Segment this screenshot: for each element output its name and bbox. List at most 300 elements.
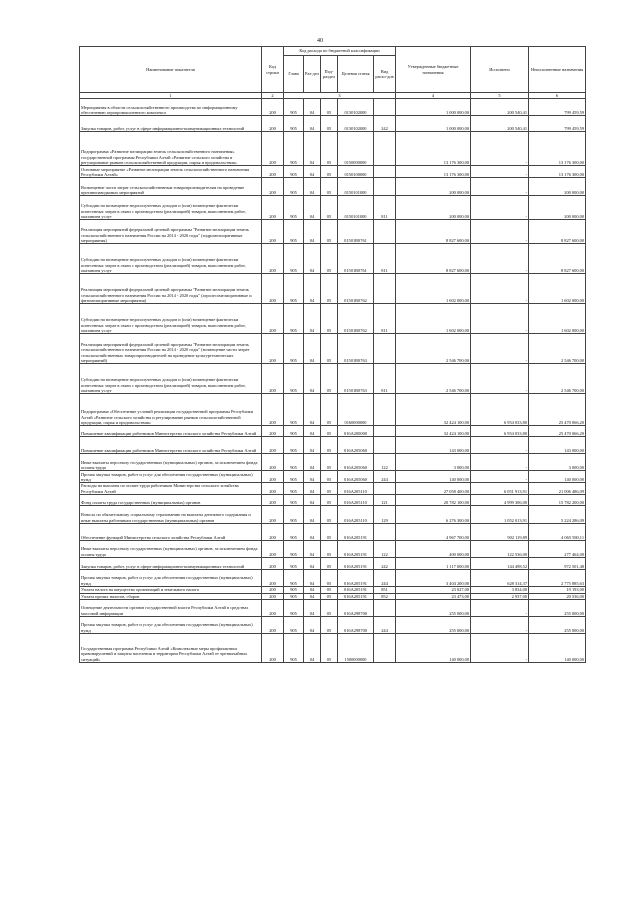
index-cell: 6	[529, 93, 586, 99]
row-unexecuted: 20 536,00	[529, 593, 586, 599]
row-chapter: 905	[284, 593, 304, 599]
row-subsection: 05	[321, 483, 338, 495]
row-approved: 3 000,00	[396, 454, 471, 471]
row-target: 016A205110	[338, 506, 374, 524]
row-name: Мероприятия в области сельскохозяйственного производства по информационному обеспечению агропромышленного комплекса	[80, 99, 262, 116]
row-unexecuted: 799 459,59	[529, 116, 586, 132]
row-unexecuted: 2 775 885,63	[529, 570, 586, 587]
row-executed: -	[471, 600, 529, 617]
index-cell: 2	[262, 93, 284, 99]
header-executed: Исполнено	[471, 47, 529, 93]
row-unexecuted: 2 546 700,00	[529, 334, 586, 364]
row-unexecuted: 5 224 286,09	[529, 506, 586, 524]
row-executed: 144 498,52	[471, 558, 529, 570]
row-exp-type	[374, 600, 396, 617]
row-executed: -	[471, 244, 529, 274]
table-row	[80, 617, 586, 634]
index-cell: 1	[80, 93, 262, 99]
header-classification: Код расхода по бюджетной классификации	[284, 47, 396, 56]
row-exp-type: 811	[374, 364, 396, 394]
row-name: Фонд оплаты труда государственных (муниципальных) органов	[80, 495, 262, 506]
header-approved: Утвержденные бюджетные назначения	[396, 47, 471, 93]
row-subsection: 05	[321, 570, 338, 587]
row-chapter: 905	[284, 196, 304, 220]
row-section: 04	[304, 495, 321, 506]
row-target: 0150000000	[338, 132, 374, 166]
budget-execution-table	[79, 46, 586, 663]
row-subsection: 05	[321, 495, 338, 506]
row-code: 200	[262, 132, 284, 166]
row-section: 04	[304, 617, 321, 634]
row-name: Освещение деятельности органов государственной власти Республики Алтай в средствах массовой информации	[80, 600, 262, 617]
row-unexecuted: 21 006 486,09	[529, 483, 586, 495]
row-unexecuted: 140 000,00	[529, 634, 586, 663]
row-target: 016A205191	[338, 593, 374, 599]
row-section: 04	[304, 587, 321, 593]
row-target: 01501R0763	[338, 364, 374, 394]
row-code: 200	[262, 244, 284, 274]
row-name: Повышение квалификации работников Министерства сельского хозяйства Республики Алтай	[80, 426, 262, 437]
header-name: Наименование показателя	[80, 47, 262, 93]
row-section: 04	[304, 437, 321, 454]
row-executed: -	[471, 454, 529, 471]
row-approved: 140 000,00	[396, 634, 471, 663]
row-executed: -	[471, 364, 529, 394]
table-row	[80, 99, 586, 116]
row-section: 04	[304, 600, 321, 617]
row-name: Закупка товаров, работ, услуг в сфере информационно-коммуникационных технологий	[80, 558, 262, 570]
table-row	[80, 304, 586, 334]
table-row	[80, 334, 586, 364]
row-unexecuted: 8 827 600,00	[529, 244, 586, 274]
row-chapter: 905	[284, 471, 304, 483]
row-unexecuted: 25 470 066,20	[529, 394, 586, 426]
header-unexecuted: Неисполненные назначения	[529, 47, 586, 93]
table-row	[80, 426, 586, 437]
row-target: 016A205060	[338, 437, 374, 454]
row-code: 200	[262, 394, 284, 426]
row-chapter: 905	[284, 166, 304, 178]
row-subsection: 05	[321, 394, 338, 426]
row-section: 04	[304, 132, 321, 166]
row-unexecuted: 140 000,00	[529, 471, 586, 483]
row-subsection: 05	[321, 132, 338, 166]
row-code: 200	[262, 558, 284, 570]
row-chapter: 905	[284, 524, 304, 541]
table-row	[80, 364, 586, 394]
header-chapter: Глава	[284, 56, 304, 93]
row-unexecuted: 2 546 700,00	[529, 364, 586, 394]
row-subsection: 05	[321, 99, 338, 116]
row-exp-type: 242	[374, 116, 396, 132]
row-subsection: 05	[321, 116, 338, 132]
table-row	[80, 244, 586, 274]
row-target: 1500000000	[338, 634, 374, 663]
row-code: 200	[262, 634, 284, 663]
row-section: 04	[304, 471, 321, 483]
row-target: 0150101000	[338, 178, 374, 196]
row-code: 200	[262, 304, 284, 334]
row-section: 04	[304, 196, 321, 220]
row-name: Взносы по обязательному социальному страхованию на выплаты денежного содержания и иные выплаты работникам государственных (муниципальных) органов	[80, 506, 262, 524]
row-section: 04	[304, 634, 321, 663]
row-target: 016A200000	[338, 426, 374, 437]
row-code: 200	[262, 617, 284, 634]
table-row	[80, 483, 586, 495]
row-subsection: 05	[321, 178, 338, 196]
row-approved: 200 000,00	[396, 196, 471, 220]
row-section: 04	[304, 116, 321, 132]
row-chapter: 905	[284, 541, 304, 558]
row-executed: 902 119,89	[471, 524, 529, 541]
row-executed: 4 999 306,00	[471, 495, 529, 506]
row-chapter: 905	[284, 437, 304, 454]
table-row	[80, 495, 586, 506]
row-target: 0160000000	[338, 394, 374, 426]
row-name: Субсидии на возмещение недополученных доходов и (или) возмещение фактически понесенных затрат в связи с производством (реализацией) товаров, выполнением работ, оказанием услуг	[80, 244, 262, 274]
row-exp-type: 852	[374, 593, 396, 599]
row-executed: 200 540,41	[471, 99, 529, 116]
row-code: 200	[262, 471, 284, 483]
table-row	[80, 506, 586, 524]
row-subsection: 05	[321, 471, 338, 483]
row-section: 04	[304, 593, 321, 599]
row-section: 04	[304, 304, 321, 334]
row-unexecuted: 143 000,00	[529, 437, 586, 454]
row-section: 04	[304, 454, 321, 471]
row-target: 016A298700	[338, 600, 374, 617]
row-subsection: 05	[321, 274, 338, 304]
row-code: 200	[262, 364, 284, 394]
row-approved: 1 602 000,00	[396, 304, 471, 334]
row-subsection: 05	[321, 524, 338, 541]
row-approved: 23 473,00	[396, 593, 471, 599]
table-row	[80, 178, 586, 196]
row-code: 200	[262, 99, 284, 116]
row-approved: 6 276 300,00	[396, 506, 471, 524]
row-target: 016A205060	[338, 471, 374, 483]
row-section: 04	[304, 274, 321, 304]
row-approved: 3 404 200,00	[396, 570, 471, 587]
row-exp-type: 121	[374, 495, 396, 506]
row-name: Обеспечение функций Министерства сельского хозяйства Республики Алтай	[80, 524, 262, 541]
row-executed: -	[471, 178, 529, 196]
table-row	[80, 116, 586, 132]
row-approved: 140 000,00	[396, 471, 471, 483]
table-row	[80, 274, 586, 304]
row-section: 04	[304, 426, 321, 437]
row-chapter: 905	[284, 587, 304, 593]
row-name: Прочая закупка товаров, работ и услуг для обеспечения государственных (муниципальных) нужд	[80, 617, 262, 634]
row-executed: 2 937,00	[471, 593, 529, 599]
row-exp-type: 122	[374, 454, 396, 471]
row-name: Иные выплаты персоналу государственных (муниципальных) органов, за исключением фонда оплаты труда	[80, 541, 262, 558]
row-name: Иные выплаты персоналу государственных (муниципальных) органов, за исключением фонда оплаты труда	[80, 454, 262, 471]
row-approved: 23 027,00	[396, 587, 471, 593]
row-name: Субсидии на возмещение недополученных доходов и (или) возмещение фактически понесенных затрат в связи с производством (реализацией) товаров, выполнением работ, оказанием услуг	[80, 196, 262, 220]
row-code: 200	[262, 570, 284, 587]
row-unexecuted: 255 000,00	[529, 617, 586, 634]
row-section: 04	[304, 166, 321, 178]
row-code: 200	[262, 437, 284, 454]
row-chapter: 905	[284, 116, 304, 132]
row-code: 200	[262, 506, 284, 524]
row-unexecuted: 972 501,48	[529, 558, 586, 570]
row-executed: -	[471, 634, 529, 663]
row-subsection: 05	[321, 304, 338, 334]
row-code: 200	[262, 178, 284, 196]
row-subsection: 05	[321, 454, 338, 471]
row-approved: 13 176 300,00	[396, 166, 471, 178]
row-approved: 2 546 700,00	[396, 364, 471, 394]
row-approved: 400 000,00	[396, 541, 471, 558]
row-unexecuted: 13 176 300,00	[529, 132, 586, 166]
row-code: 200	[262, 600, 284, 617]
row-code: 200	[262, 495, 284, 506]
row-approved: 8 827 600,00	[396, 244, 471, 274]
row-section: 04	[304, 178, 321, 196]
row-unexecuted: 15 782 200,00	[529, 495, 586, 506]
row-target: 01501R0762	[338, 304, 374, 334]
table-row	[80, 541, 586, 558]
row-executed: 122 536,00	[471, 541, 529, 558]
row-approved: 27 058 400,00	[396, 483, 471, 495]
row-unexecuted: 25 470 066,20	[529, 426, 586, 437]
row-section: 04	[304, 558, 321, 570]
row-chapter: 905	[284, 244, 304, 274]
row-unexecuted: 1 602 000,00	[529, 304, 586, 334]
row-code: 200	[262, 524, 284, 541]
row-subsection: 05	[321, 587, 338, 593]
row-name: Субсидии на возмещение недополученных доходов и (или) возмещение фактически понесенных затрат в связи с производством (реализацией) товаров, выполнением работ, оказанием услуг	[80, 364, 262, 394]
row-chapter: 905	[284, 220, 304, 244]
index-cell: 5	[471, 93, 529, 99]
row-chapter: 905	[284, 570, 304, 587]
row-target: 016A205110	[338, 495, 374, 506]
row-approved: 200 000,00	[396, 178, 471, 196]
row-executed: -	[471, 471, 529, 483]
row-unexecuted: 277 464,00	[529, 541, 586, 558]
row-chapter: 905	[284, 274, 304, 304]
row-subsection: 05	[321, 196, 338, 220]
row-code: 200	[262, 593, 284, 599]
row-code: 200	[262, 541, 284, 558]
row-code: 200	[262, 166, 284, 178]
row-exp-type	[374, 483, 396, 495]
table-row	[80, 220, 586, 244]
row-executed: -	[471, 196, 529, 220]
row-chapter: 905	[284, 483, 304, 495]
row-target: 016A205191	[338, 541, 374, 558]
row-subsection: 05	[321, 593, 338, 599]
row-exp-type	[374, 178, 396, 196]
row-chapter: 905	[284, 558, 304, 570]
row-chapter: 905	[284, 364, 304, 394]
row-section: 04	[304, 506, 321, 524]
row-exp-type	[374, 220, 396, 244]
row-subsection: 05	[321, 600, 338, 617]
row-target: 0150101000	[338, 196, 374, 220]
row-target: 01501R0761	[338, 220, 374, 244]
row-code: 200	[262, 334, 284, 364]
row-subsection: 05	[321, 506, 338, 524]
row-exp-type: 851	[374, 587, 396, 593]
row-executed: -	[471, 220, 529, 244]
row-chapter: 905	[284, 600, 304, 617]
row-exp-type	[374, 524, 396, 541]
row-approved: 32 424 100,00	[396, 394, 471, 426]
row-approved: 143 000,00	[396, 437, 471, 454]
row-approved: 20 782 100,00	[396, 495, 471, 506]
row-executed: -	[471, 304, 529, 334]
row-exp-type	[374, 334, 396, 364]
row-unexecuted: 200 000,00	[529, 196, 586, 220]
row-exp-type	[374, 426, 396, 437]
row-target: 016A298700	[338, 617, 374, 634]
row-section: 04	[304, 541, 321, 558]
row-chapter: 905	[284, 634, 304, 663]
row-subsection: 05	[321, 334, 338, 364]
row-chapter: 905	[284, 426, 304, 437]
row-subsection: 05	[321, 244, 338, 274]
row-exp-type: 811	[374, 304, 396, 334]
table-row	[80, 524, 586, 541]
row-subsection: 05	[321, 437, 338, 454]
row-approved: 1 000 000,00	[396, 116, 471, 132]
row-approved: 2 546 700,00	[396, 334, 471, 364]
row-executed: 1 052 013,91	[471, 506, 529, 524]
row-code: 200	[262, 454, 284, 471]
table-row	[80, 454, 586, 471]
row-name: Государственная программа Республики Алтай «Комплексные меры профилактики правонарушений и защиты населения и территории Республики Алтай от чрезвычайных ситуаций»	[80, 634, 262, 663]
row-approved: 1 000 000,00	[396, 99, 471, 116]
row-unexecuted: 4 065 580,11	[529, 524, 586, 541]
row-exp-type	[374, 634, 396, 663]
row-approved: 1 602 000,00	[396, 274, 471, 304]
row-unexecuted: 255 000,00	[529, 600, 586, 617]
row-name: Прочая закупка товаров, работ и услуг для обеспечения государственных (муниципальных) нужд	[80, 471, 262, 483]
row-name: Расходы на выплаты по оплате труда работников Министерства сельского хозяйства Республики Алтай	[80, 483, 262, 495]
header-subsection: Под-раздел	[321, 56, 338, 93]
row-exp-type: 129	[374, 506, 396, 524]
row-target: 0130102000	[338, 116, 374, 132]
table-row	[80, 437, 586, 454]
row-name: Реализация мероприятий федеральной целевой программы "Развитие мелиорации земель сельскохозяйственного назначения России на 2014 - 2020 годы" (возмещение части затрат сельскохозяйственных товаропроизводителей на проведение культуртехнических мероприятий)	[80, 334, 262, 364]
row-chapter: 905	[284, 132, 304, 166]
table-row	[80, 570, 586, 587]
row-approved: 8 827 600,00	[396, 220, 471, 244]
row-name: Возмещение части затрат сельскохозяйственным товаропроизводителям на проведение противопаводковых мероприятий	[80, 178, 262, 196]
row-name: Закупка товаров, работ, услуг в сфере информационно-коммуникационных технологий	[80, 116, 262, 132]
row-code: 200	[262, 274, 284, 304]
row-approved: 4 967 700,00	[396, 524, 471, 541]
row-section: 04	[304, 244, 321, 274]
row-code: 200	[262, 426, 284, 437]
table-row	[80, 471, 586, 483]
row-exp-type: 244	[374, 471, 396, 483]
row-executed: 6 051 913,91	[471, 483, 529, 495]
row-section: 04	[304, 364, 321, 394]
header-row-code: Код строки	[262, 47, 284, 93]
row-code: 200	[262, 220, 284, 244]
row-approved: 32 424 100,00	[396, 426, 471, 437]
row-unexecuted: 799 459,59	[529, 99, 586, 116]
row-approved: 255 000,00	[396, 617, 471, 634]
row-exp-type	[374, 132, 396, 166]
row-chapter: 905	[284, 454, 304, 471]
row-exp-type	[374, 437, 396, 454]
header-exp-type: Вид расхо-дов	[374, 56, 396, 93]
row-chapter: 905	[284, 99, 304, 116]
row-chapter: 905	[284, 617, 304, 634]
row-chapter: 905	[284, 304, 304, 334]
row-target: 016A205191	[338, 570, 374, 587]
row-name: Субсидии на возмещение недополученных доходов и (или) возмещение фактически понесенных затрат в связи с производством (реализацией) товаров, выполнением работ, оказанием услуг	[80, 304, 262, 334]
row-exp-type: 242	[374, 558, 396, 570]
table-row	[80, 558, 586, 570]
row-name: Уплата налога на имущество организаций и земельного налога	[80, 587, 262, 593]
row-code: 200	[262, 116, 284, 132]
row-target: 0130102000	[338, 99, 374, 116]
row-target: 016A205191	[338, 524, 374, 541]
row-executed: -	[471, 334, 529, 364]
row-exp-type: 244	[374, 570, 396, 587]
table-row	[80, 600, 586, 617]
row-target: 016A205191	[338, 558, 374, 570]
row-unexecuted: 19 193,00	[529, 587, 586, 593]
row-name: Основные мероприятие «Развитие мелиорации земель сельскохозяйственного назначения Республики Алтай»	[80, 166, 262, 178]
row-exp-type	[374, 274, 396, 304]
row-executed: 6 954 033,80	[471, 426, 529, 437]
row-exp-type	[374, 99, 396, 116]
row-subsection: 05	[321, 364, 338, 394]
row-approved: 255 000,00	[396, 600, 471, 617]
row-chapter: 905	[284, 506, 304, 524]
row-code: 200	[262, 587, 284, 593]
row-exp-type: 811	[374, 244, 396, 274]
table-row	[80, 634, 586, 663]
row-section: 04	[304, 99, 321, 116]
row-exp-type: 122	[374, 541, 396, 558]
row-unexecuted: 200 000,00	[529, 178, 586, 196]
row-executed: 3 834,00	[471, 587, 529, 593]
row-unexecuted: 8 827 600,00	[529, 220, 586, 244]
row-section: 04	[304, 220, 321, 244]
header-target: Целевая статья	[338, 56, 374, 93]
row-executed: 200 540,41	[471, 116, 529, 132]
page-number: 40	[317, 38, 323, 44]
row-chapter: 905	[284, 394, 304, 426]
row-unexecuted: 13 176 300,00	[529, 166, 586, 178]
row-exp-type	[374, 394, 396, 426]
row-executed: 6 954 033,80	[471, 394, 529, 426]
row-target: 01501R0761	[338, 244, 374, 274]
header-section: Раз-дел	[304, 56, 321, 93]
row-section: 04	[304, 334, 321, 364]
row-section: 04	[304, 394, 321, 426]
row-name: Подпрограмма «Развитие мелиорации земель сельскохозяйственного назначения» государственной программы Республики Алтай «Развитие сельского хозяйства и регулирование рынков сельскохозяйственной продукции, сырья и продовольствия»	[80, 132, 262, 166]
row-target: 01501R0763	[338, 334, 374, 364]
row-unexecuted: 3 000,00	[529, 454, 586, 471]
row-unexecuted: 1 602 000,00	[529, 274, 586, 304]
table-row	[80, 196, 586, 220]
row-name: Реализация мероприятий федеральной целевой программы "Развитие мелиорации земель сельскохозяйственного назначения России на 2014 - 2020 годы" (агролесомелиоративные и фитомелиоративные мероприятия)	[80, 274, 262, 304]
row-code: 200	[262, 483, 284, 495]
row-subsection: 05	[321, 541, 338, 558]
row-executed: 628 314,37	[471, 570, 529, 587]
row-subsection: 05	[321, 634, 338, 663]
row-subsection: 05	[321, 166, 338, 178]
